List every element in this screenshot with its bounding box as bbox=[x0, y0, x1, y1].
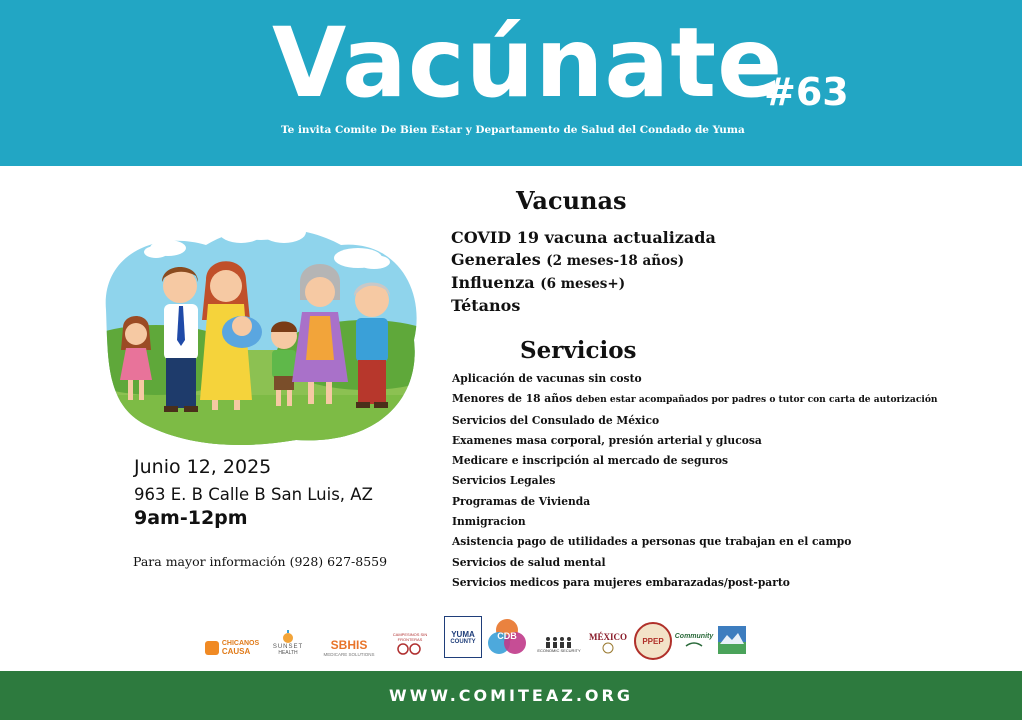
list-item: Asistencia pago de utilidades a personas que trabajan en el campo bbox=[452, 535, 852, 549]
sponsor-logos bbox=[200, 612, 760, 662]
page-title: Vacúnate bbox=[272, 7, 784, 119]
campesinos-logo: CAMPESINOS SIN FRONTERAS bbox=[386, 630, 434, 658]
list-item: Aplicación de vacunas sin costo bbox=[452, 372, 642, 385]
website-link[interactable]: WWW.COMITEAZ.ORG bbox=[389, 686, 633, 705]
vacunas-heading: Vacunas bbox=[516, 186, 627, 215]
yuma-county-logo: YUMA COUNTY bbox=[444, 616, 482, 658]
event-number: #63 bbox=[764, 70, 849, 114]
event-time: 9am-12pm bbox=[134, 507, 248, 529]
vacunas-list bbox=[451, 227, 716, 317]
mountain-logo bbox=[718, 626, 746, 654]
contact-info: Para mayor información (928) 627-8559 bbox=[133, 554, 388, 569]
cdb-logo: CDB bbox=[486, 616, 528, 658]
ppep-logo: PPEP bbox=[634, 622, 672, 660]
economic-security-logo: ECONOMIC SECURITY bbox=[536, 630, 582, 658]
sunset-health-logo: SUNSET HEALTH bbox=[266, 626, 310, 660]
list-item: Servicios de salud mental bbox=[452, 555, 606, 569]
list-item: Tétanos bbox=[451, 296, 521, 315]
list-item: Inmigracion bbox=[452, 515, 526, 529]
list-item: Servicios Legales bbox=[452, 474, 556, 488]
campesinos-icon bbox=[397, 642, 423, 656]
chicanos-por-la-causa-logo: CHICANOS CAUSA bbox=[202, 638, 262, 658]
list-item: Generales (2 meses-18 años) bbox=[451, 250, 685, 269]
list-item: Programas de Vivienda bbox=[452, 494, 591, 508]
list-item: Menores de 18 años deben estar acompañados por padres o tutor con carta de autorización bbox=[452, 392, 938, 406]
header-subtitle: Te invita Comite De Bien Estar y Departamento de Salud del Condado de Yuma bbox=[281, 124, 745, 136]
sbhis-logo: SBHIS MEDICARE SOLUTIONS bbox=[323, 637, 375, 657]
servicios-list bbox=[452, 369, 938, 593]
community-icon bbox=[684, 640, 704, 648]
chicanos-icon bbox=[205, 641, 219, 655]
list-item: Medicare e inscripción al mercado de seguros bbox=[452, 454, 729, 468]
people-icon bbox=[544, 636, 574, 648]
family-illustration bbox=[96, 200, 426, 450]
mexico-consulado-logo: MÉXICO bbox=[586, 628, 630, 658]
community-logo: Community bbox=[674, 624, 714, 656]
list-item: Servicios del Consulado de México bbox=[452, 413, 660, 427]
mountain-icon bbox=[718, 626, 746, 654]
list-item: Examenes masa corporal, presión arterial y glucosa bbox=[452, 433, 762, 447]
list-item: COVID 19 vacuna actualizada bbox=[451, 228, 716, 247]
event-date: Junio 12, 2025 bbox=[134, 456, 272, 478]
emblem-icon bbox=[602, 642, 614, 654]
event-address: 963 E. B Calle B San Luis, AZ bbox=[134, 485, 373, 504]
servicios-heading: Servicios bbox=[520, 337, 637, 364]
list-item: Servicios medicos para mujeres embarazadas/post-parto bbox=[452, 575, 790, 589]
sun-icon bbox=[280, 630, 296, 644]
list-item: Influenza (6 meses+) bbox=[451, 273, 626, 292]
